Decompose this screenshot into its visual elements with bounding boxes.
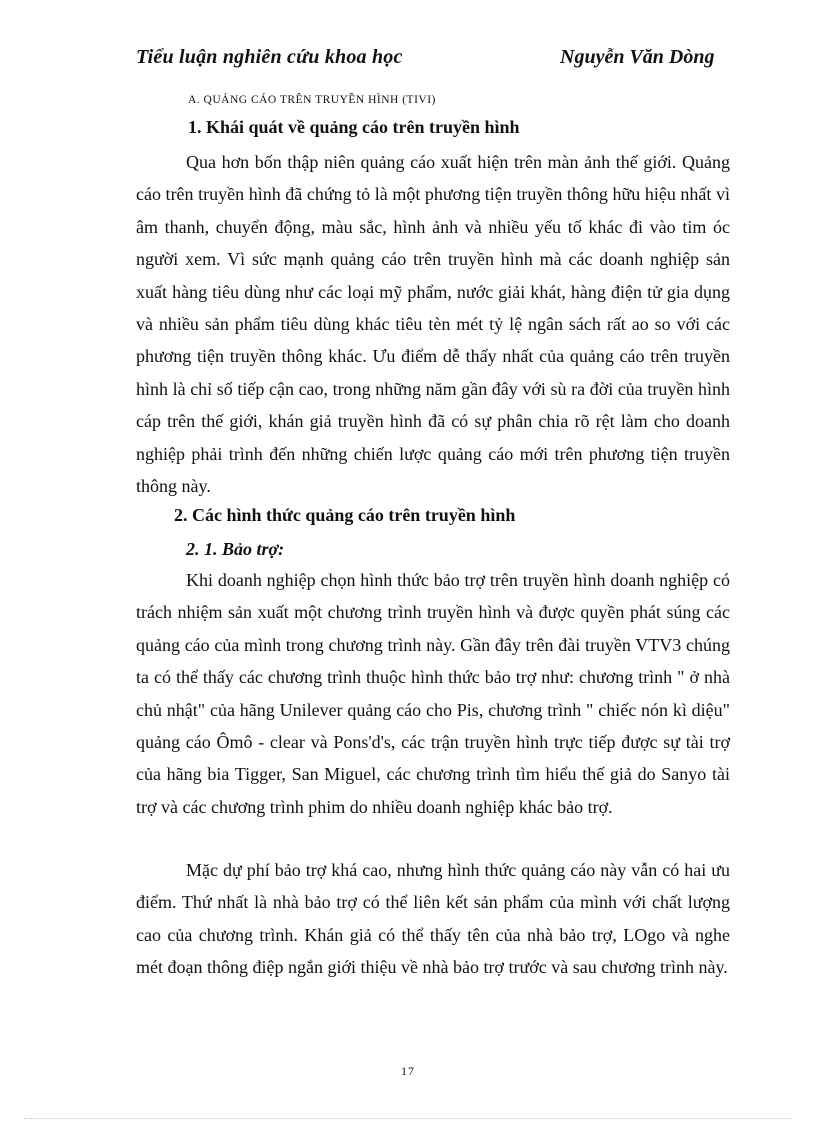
section-label: A. QUẢNG CÁO TRÊN TRUYỀN HÌNH (TIVI) — [188, 94, 436, 106]
page-header — [136, 46, 726, 78]
paragraph-sponsorship: Khi doanh nghiệp chọn hình thức bảo trợ trên truyền hình doanh nghiệp có trách nhiệm sản xuất một chương trình truyền hình và được quyền phát súng các quảng cáo của mình trong chương trình này. Gần đây trên đài truyền VTV3 chúng ta có thể thấy các chương trình thuộc hình thức bảo trợ như: chương trình " ở nhà chủ nhật" của hãng Unilever quảng cáo cho Pis, chương trình " chiếc nón kì diệu" quảng cáo Ômô - clear và Pons'd's, các trận truyền hình trực tiếp được sự tài trợ của hãng bia Tigger, San Miguel, các chương trình tìm hiểu thế giả do Sanyo tài trợ và các chương trình phim do nhiều doanh nghiệp khác bảo trợ. — [136, 570, 730, 817]
heading-sponsorship: 2. 1. Bảo trợ: — [186, 539, 285, 559]
author-name: Nguyễn Văn Dòng — [560, 46, 715, 68]
heading-overview: 1. Khái quát về quảng cáo trên truyền hình — [188, 117, 520, 137]
paragraph-overview: Qua hơn bốn thập niên quảng cáo xuất hiện trên màn ảnh thế giới. Quảng cáo trên truyền hình đã chứng tỏ là một phương tiện truyền thông hữu hiệu nhất vì âm thanh, chuyển động, màu sắc, hình ảnh và nhiều yếu tố khác đi vào tim óc người xem. Vì sức mạnh quảng cáo trên truyền hình mà các doanh nghiệp sản xuất hàng tiêu dùng như các loại mỹ phẩm, nước giải khát, hàng điện tử gia dụng và nhiều sản phẩm tiêu dùng khác tiêu tèn mét tỷ lệ ngân sách rất ao so với các phương tiện truyền thông khác. Ưu điểm dễ thấy nhất của quảng cáo trên truyền hình là chỉ số tiếp cận cao, trong những năm gần đây với sù ra đời của truyền hình cáp trên thế giới, khán giả truyền hình đã có sự phân chia rõ rệt làm cho doanh nghiệp phải trình đến những chiến lược quảng cáo mới trên phương tiện truyền thông này. — [136, 152, 730, 497]
paragraph-sponsorship-advantages: Mặc dự phí bảo trợ khá cao, nhưng hình thức quảng cáo này vẫn có hai ưu điểm. Thứ nhất là nhà bảo trợ có thể liên kết sản phẩm của mình với chất lượng cao của chương trình. Khán giả có thể thấy tên của nhà bảo trợ, LOgo và nghe mét đoạn thông điệp ngắn giới thiệu về nhà bảo trợ trước và sau chương trình này. — [136, 860, 730, 978]
heading-ad-forms: 2. Các hình thức quảng cáo trên truyền hình — [174, 505, 516, 525]
page-bottom-divider — [24, 1118, 792, 1119]
document-title: Tiểu luận nghiên cứu khoa học — [136, 46, 403, 68]
page-number: 17 — [401, 1064, 415, 1078]
